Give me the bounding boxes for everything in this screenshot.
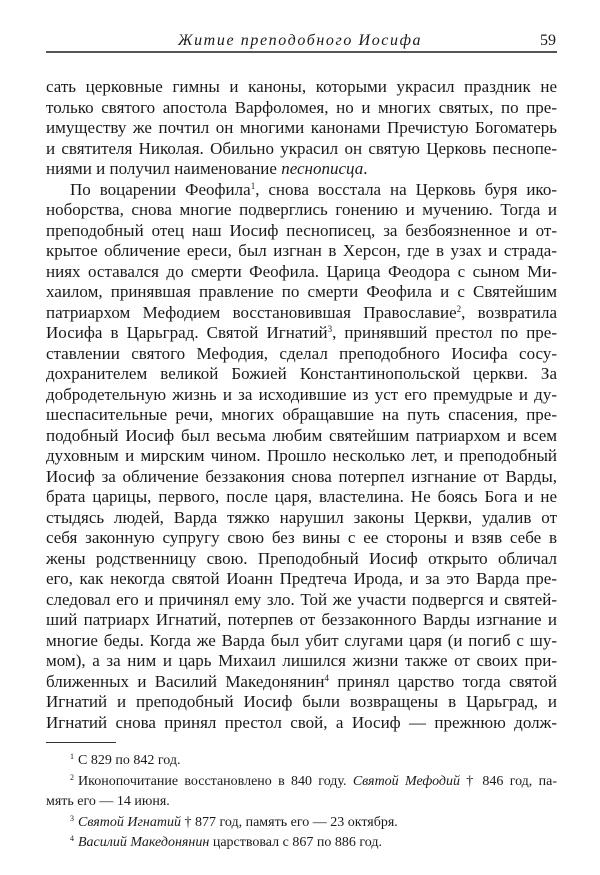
text-segment: ниях оставался до смерти Феофила. Царица Феодора с сыном Ми- (46, 261, 557, 281)
footnote-ref: 4 (324, 672, 329, 683)
header-rule (46, 51, 557, 53)
text-line (46, 117, 557, 138)
text-segment: принял царство тогда святой (329, 671, 557, 691)
text-segment: царствовал с 867 по 886 год. (209, 835, 382, 850)
text-line (46, 384, 557, 405)
text-line (46, 220, 557, 241)
text-segment: † 877 год, память его — 23 октября. (180, 814, 398, 830)
italic-text: песнописца (281, 159, 364, 178)
text-line (70, 179, 557, 200)
footnote-line (70, 751, 557, 770)
footnote-ref: 1 (70, 752, 74, 761)
footnote-line (70, 772, 557, 791)
text-segment: ниями и получил наименование (46, 159, 282, 178)
text-segment: подобный Иосиф был весьма любим святейшим патриархом и всем (46, 425, 557, 445)
text-line (46, 507, 557, 528)
text-line (46, 261, 557, 282)
text-line (46, 322, 557, 343)
running-header-title: Житие преподобного Иосифа (177, 32, 423, 49)
italic-text: Святой Мефодий (352, 773, 460, 789)
text-line (46, 240, 557, 261)
italic-text: Святой Игнатий (78, 814, 181, 830)
text-segment: , принявший престол по пре- (332, 323, 557, 342)
text-segment: † 846 год, па- (459, 773, 557, 789)
text-segment: мом), а за ним и царь Михаил лишился жизни также от своих при- (46, 651, 557, 670)
text-line (46, 671, 557, 692)
text-segment: его, как некогда святой Иоанн Предтеча Ирода, и за это Варда пре- (46, 569, 557, 588)
footnote-line (70, 833, 557, 852)
footnote-ref: 2 (70, 772, 74, 782)
text-line (46, 589, 557, 610)
text-line (46, 343, 557, 364)
text-segment: преподобный отец наш Иосиф песнописец, за безбоязненное и от- (46, 220, 557, 240)
text-segment: сать церковные гимны и каноны, которыми украсил праздник не (46, 77, 557, 96)
footnote-line (70, 813, 557, 832)
text-segment: Иосифа в Царьград. Святой Игнатий (46, 323, 328, 342)
text-segment: имуществу же почтил он многими канонами Пречистую Богоматерь (46, 118, 557, 137)
text-segment: , возвратила (461, 302, 557, 322)
text-segment: патриархом Мефодием восстановившая Православие (46, 302, 457, 322)
text-line (46, 466, 557, 487)
text-segment: хаилом, принявшая правление по смерти Феофила и с Святейшим (46, 282, 557, 301)
text-segment: шеспасительные речи, многих обращавшие на путь спасения, пре- (46, 405, 557, 424)
text-segment: стыдясь людей, Варда тяжко нарушил законы Церкви, удалив от (46, 507, 557, 527)
text-segment: мять его — 14 июня. (46, 794, 170, 809)
text-line (46, 199, 557, 220)
footnote-separator (46, 742, 116, 743)
text-segment: Игнатий и преподобный Иосиф были возвращены в Царьград, и (46, 692, 557, 711)
text-line (46, 158, 557, 179)
text-line (46, 630, 557, 651)
text-segment: дохранителем великой Божией Константинопольской церкви. За (46, 364, 557, 383)
text-line (46, 712, 557, 733)
text-segment: и святителя Николая. Обильно украсил он святую Церковь песнопе- (46, 138, 557, 158)
text-line (46, 691, 557, 712)
text-line (46, 527, 557, 548)
text-segment: крытое обличение ереси, был изгнан в Херсон, где в узах и страда- (46, 241, 557, 260)
text-segment: Иосиф за обличение беззакония снова потерпел изгнание от Варды, (46, 466, 557, 486)
footnote-ref: 2 (456, 303, 462, 314)
footnote-ref: 1 (250, 180, 256, 191)
text-line (46, 425, 557, 446)
footnote-ref: 3 (70, 813, 74, 823)
text-segment: духовным и мирским чином. Прошло несколько лет, и преподобный (46, 446, 557, 465)
text-line (46, 404, 557, 425)
text-segment: Игнатий снова принял престол свой, а Иосиф — прежнюю долж- (46, 712, 557, 732)
footnote-ref: 3 (327, 324, 333, 334)
text-line (46, 445, 557, 466)
text-line (46, 97, 557, 118)
text-segment: Иконопочитание восстановлено в 840 году. (78, 773, 353, 789)
text-segment: следовал его и причинял ему зло. Той же участи подвергся и святей- (46, 589, 557, 609)
text-segment: только святого апостола Варфоломея, но и многих святых, по пре- (46, 97, 557, 117)
italic-text: Василий Македонянин (78, 835, 210, 850)
text-segment: многие беды. Когда же Варда был убит слугами царя (и погиб с шу- (46, 630, 557, 650)
text-line (46, 363, 557, 384)
text-segment: С 829 по 842 год. (78, 753, 181, 768)
text-line (46, 76, 557, 97)
text-segment: ший патриарх Игнатий, потерпев от беззаконного Варды изгнание и (46, 610, 557, 629)
text-line (46, 281, 557, 302)
text-line (46, 302, 557, 323)
text-line (46, 138, 557, 159)
page-number: 59 (540, 32, 556, 49)
text-segment: ставлении святого Мефодия, сделал преподобного Иосифа сосу- (46, 343, 557, 363)
footnote-ref: 4 (70, 834, 74, 843)
text-segment: ноборства, снова многие подверглись гонению и мучению. Тогда и (46, 200, 557, 219)
text-segment: добродетельную жизнь и за исходившие из уст его премудрые и ду- (46, 384, 557, 404)
text-segment: ближенных и Василий Македонянин (46, 671, 325, 691)
text-segment: . (363, 159, 368, 178)
text-line (46, 486, 557, 507)
text-line (46, 650, 557, 671)
text-segment: , снова восстала на Церковь буря ико- (255, 179, 557, 199)
text-segment: жены родственницу свою. Преподобный Иосиф открыто обличал (46, 548, 557, 568)
text-segment: себя законную супругу свою без вины с ее стороны и взяв себе в (46, 528, 557, 547)
text-line (46, 548, 557, 569)
text-segment: брата царицы, первого, после царя, властелина. Не боясь Бога и не (46, 487, 557, 506)
text-segment: По воцарении Феофила (70, 179, 251, 199)
text-line (46, 568, 557, 589)
footnote-line (46, 792, 557, 811)
text-line (46, 609, 557, 630)
